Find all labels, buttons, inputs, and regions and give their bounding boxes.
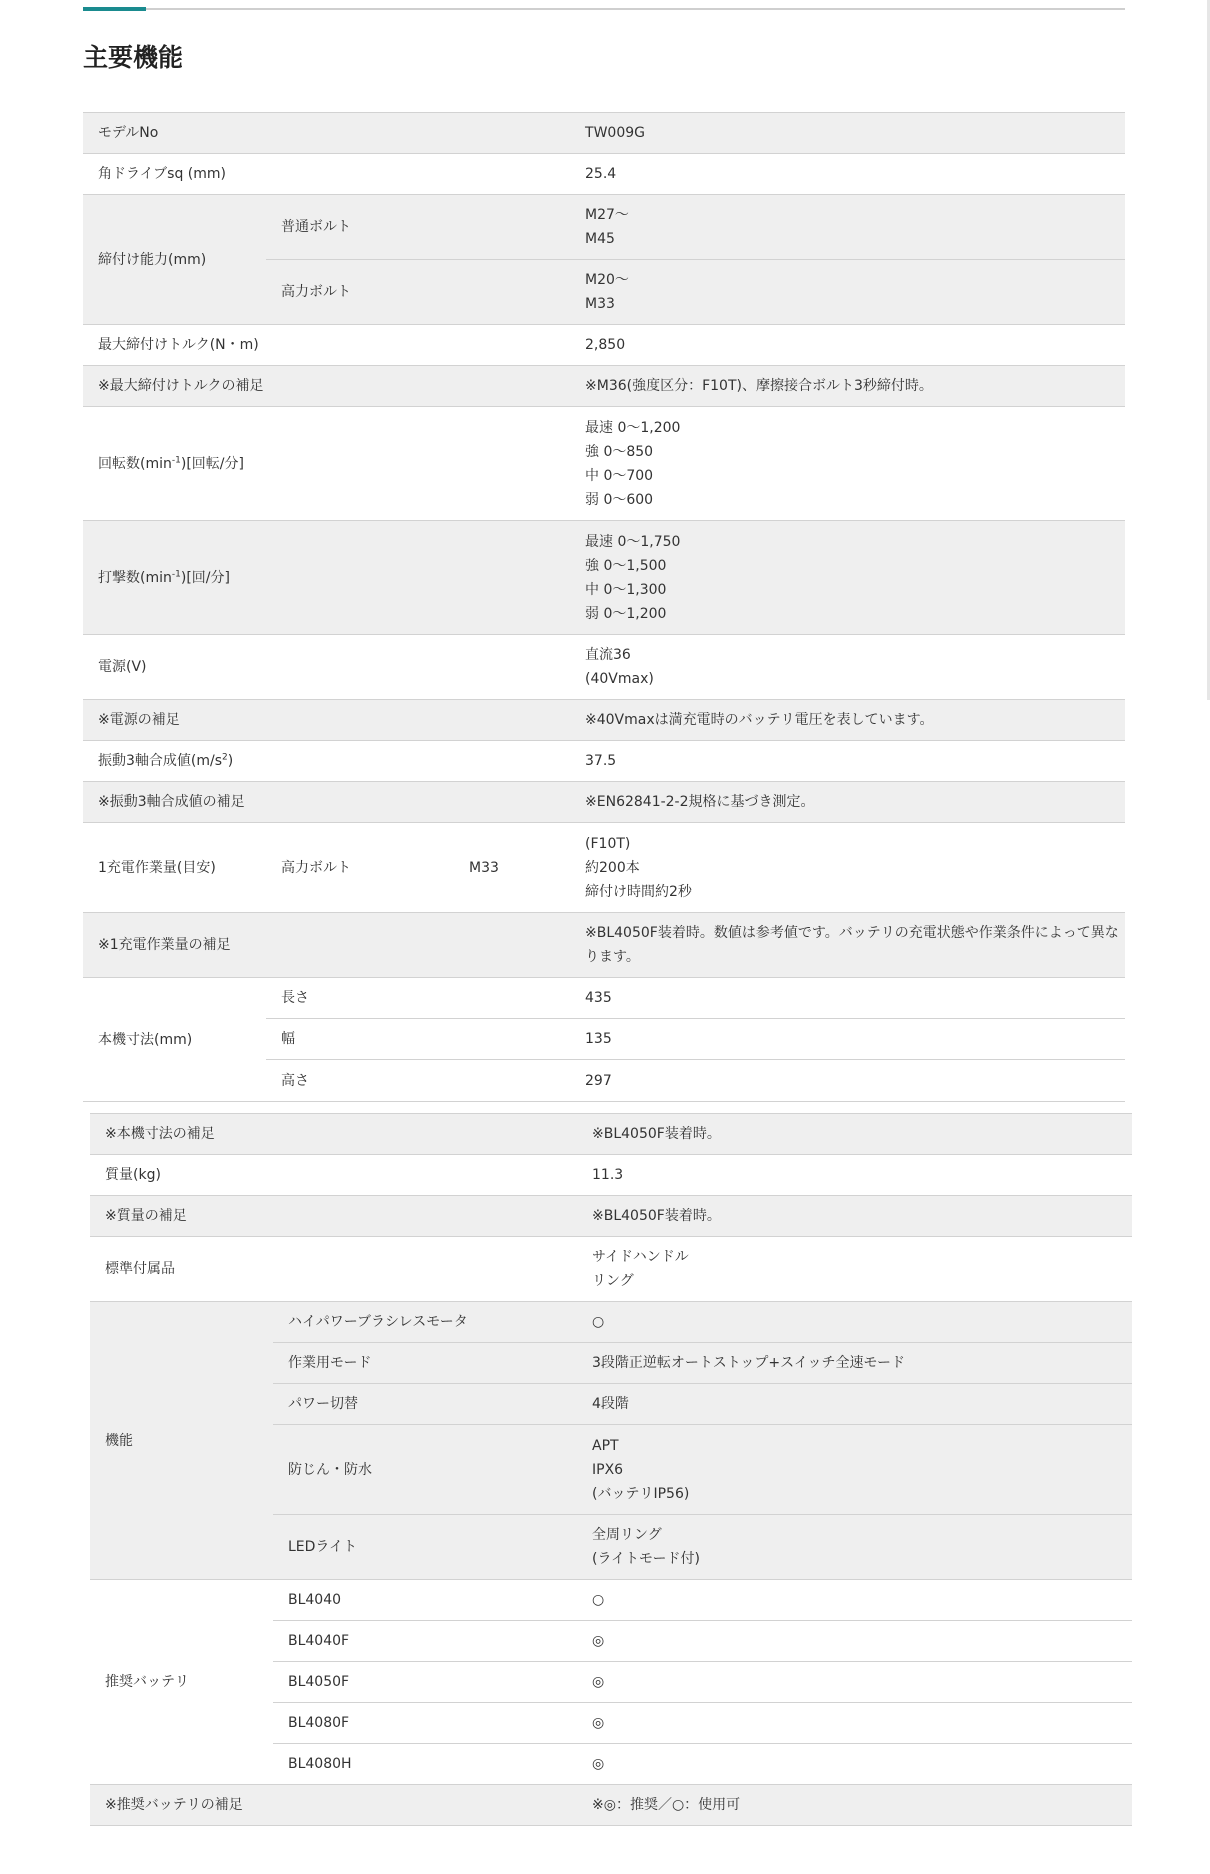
label-superscript: 2 — [222, 752, 228, 763]
label-text: )[回/分] — [180, 569, 230, 586]
title-divider — [83, 8, 1125, 10]
spec-size: M33 — [454, 823, 570, 913]
spec-label: 1充電作業量(目安) — [83, 823, 266, 913]
spec-sublabel: BL4050F — [273, 1662, 577, 1703]
table-row — [83, 741, 1125, 782]
table-row — [90, 1785, 1132, 1826]
table-row — [83, 366, 1125, 407]
spec-label — [83, 407, 570, 521]
spec-label — [83, 741, 570, 782]
spec-label: ※振動3軸合成値の補足 — [83, 782, 570, 823]
spec-value: M20～ M33 — [570, 260, 1125, 325]
spec-label: ※質量の補足 — [90, 1196, 577, 1237]
spec-value: TW009G — [570, 113, 1125, 154]
spec-value: サイドハンドル リング — [577, 1237, 1132, 1302]
spec-value: M27～ M45 — [570, 195, 1125, 260]
spec-label: 機能 — [90, 1302, 273, 1580]
spec-sublabel: 幅 — [266, 1019, 570, 1060]
spec-value: 135 — [570, 1019, 1125, 1060]
spec-label: 締付け能力(mm) — [83, 195, 266, 325]
spec-value: ※40Vmaxは満充電時のバッテリ電圧を表しています。 — [570, 700, 1125, 741]
table-row — [83, 113, 1125, 154]
spec-value: ◎ — [577, 1703, 1132, 1744]
table-row — [83, 407, 1125, 521]
spec-label: 質量(kg) — [90, 1155, 577, 1196]
table-row — [83, 978, 1125, 1019]
spec-value: 25.4 — [570, 154, 1125, 195]
table-row — [90, 1114, 1132, 1155]
spec-value: 37.5 — [570, 741, 1125, 782]
spec-sublabel: LEDライト — [273, 1515, 577, 1580]
spec-sublabel: BL4040 — [273, 1580, 577, 1621]
spec-value: 最速 0～1,200 強 0～850 中 0～700 弱 0～600 — [570, 407, 1125, 521]
spec-sublabel: 高力ボルト — [266, 260, 570, 325]
table-row — [83, 782, 1125, 823]
spec-value: 最速 0～1,750 強 0～1,500 中 0～1,300 弱 0～1,200 — [570, 521, 1125, 635]
spec-label: 電源(V) — [83, 635, 570, 700]
page-title: 主要機能 — [83, 43, 184, 72]
title-divider-accent — [83, 7, 146, 11]
spec-label: ※推奨バッテリの補足 — [90, 1785, 577, 1826]
spec-label — [83, 521, 570, 635]
table-row — [90, 1155, 1132, 1196]
spec-label: モデルNo — [83, 113, 570, 154]
spec-sublabel: 普通ボルト — [266, 195, 570, 260]
spec-value: 4段階 — [577, 1384, 1132, 1425]
spec-label: ※最大締付けトルクの補足 — [83, 366, 570, 407]
spec-label: 本機寸法(mm) — [83, 978, 266, 1102]
table-row — [83, 913, 1125, 978]
spec-value: ◎ — [577, 1744, 1132, 1785]
spec-value: 435 — [570, 978, 1125, 1019]
spec-label: ※本機寸法の補足 — [90, 1114, 577, 1155]
table-row — [83, 823, 1125, 913]
spec-value: ※EN62841-2-2規格に基づき測定。 — [570, 782, 1125, 823]
spec-value: ○ — [577, 1302, 1132, 1343]
spec-label: ※1充電作業量の補足 — [83, 913, 570, 978]
label-text: 打撃数(min — [98, 569, 172, 586]
spec-value: (F10T) 約200本 締付け時間約2秒 — [570, 823, 1125, 913]
spec-value: ※BL4050F装着時。 — [577, 1114, 1132, 1155]
spec-sublabel: BL4040F — [273, 1621, 577, 1662]
spec-value: ○ — [577, 1580, 1132, 1621]
spec-value: 2,850 — [570, 325, 1125, 366]
label-superscript: -1 — [171, 454, 181, 465]
table-row — [90, 1302, 1132, 1343]
spec-value: APT IPX6 (バッテリIP56) — [577, 1425, 1132, 1515]
table-row — [83, 154, 1125, 195]
spec-sublabel: 長さ — [266, 978, 570, 1019]
spec-sublabel: 作業用モード — [273, 1343, 577, 1384]
spec-label: 標準付属品 — [90, 1237, 577, 1302]
spec-label: 角ドライブsq (mm) — [83, 154, 570, 195]
table-row — [83, 325, 1125, 366]
table-row — [83, 195, 1125, 260]
spec-value: ※BL4050F装着時。数値は参考値です。バッテリの充電状態や作業条件によって異なります。 — [570, 913, 1125, 978]
label-text: 回転数(min — [98, 455, 172, 472]
spec-sublabel: 高力ボルト — [266, 823, 454, 913]
table-row — [90, 1196, 1132, 1237]
table-row — [90, 1237, 1132, 1302]
spec-value: 直流36 (40Vmax) — [570, 635, 1125, 700]
spec-sublabel: BL4080F — [273, 1703, 577, 1744]
spec-value: 3段階正逆転オートストップ+スイッチ全速モード — [577, 1343, 1132, 1384]
table-row — [83, 635, 1125, 700]
label-text: ) — [227, 753, 234, 769]
table-row — [83, 700, 1125, 741]
spec-sublabel: パワー切替 — [273, 1384, 577, 1425]
spec-value: 11.3 — [577, 1155, 1132, 1196]
spec-value: ◎ — [577, 1621, 1132, 1662]
label-superscript: -1 — [171, 568, 181, 579]
table-row — [83, 521, 1125, 635]
spec-sublabel: 防じん・防水 — [273, 1425, 577, 1515]
spec-label: 最大締付けトルク(N・m) — [83, 325, 570, 366]
label-text: 振動3軸合成値(m/s — [98, 753, 223, 769]
spec-table-continued — [90, 1113, 1132, 1826]
spec-value: 297 — [570, 1060, 1125, 1102]
spec-label: ※電源の補足 — [83, 700, 570, 741]
label-text: )[回転/分] — [180, 455, 244, 472]
spec-value: ※BL4050F装着時。 — [577, 1196, 1132, 1237]
spec-table — [83, 112, 1125, 1102]
spec-sublabel: BL4080H — [273, 1744, 577, 1785]
spec-value: ◎ — [577, 1662, 1132, 1703]
spec-label: 推奨バッテリ — [90, 1580, 273, 1785]
spec-sublabel: 高さ — [266, 1060, 570, 1102]
spec-value: 全周リング (ライトモード付) — [577, 1515, 1132, 1580]
spec-sublabel: ハイパワーブラシレスモータ — [273, 1302, 577, 1343]
spec-value: ※◎：推奨／○：使用可 — [577, 1785, 1132, 1826]
spec-value: ※M36(強度区分：F10T)、摩擦接合ボルト3秒締付時。 — [570, 366, 1125, 407]
table-row — [90, 1580, 1132, 1621]
